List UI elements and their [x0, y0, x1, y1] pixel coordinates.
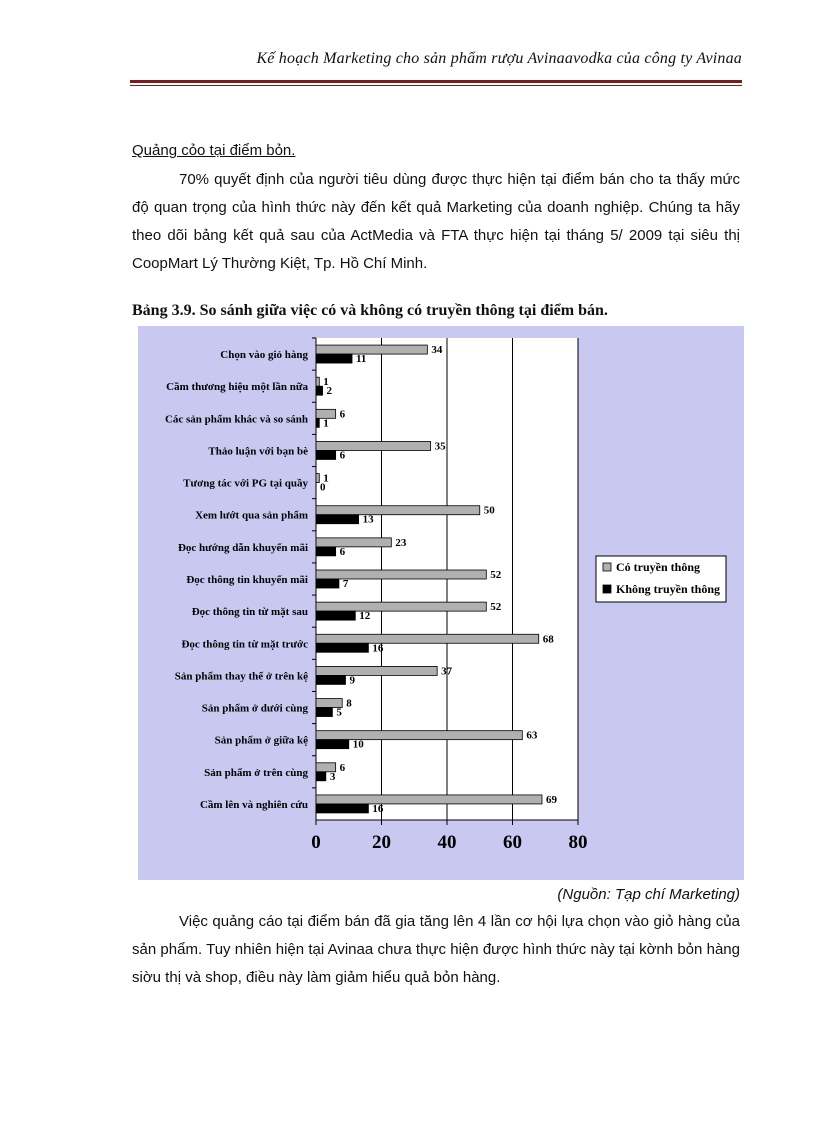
- data-label: 52: [490, 569, 502, 581]
- bar-with-media: [316, 506, 480, 515]
- data-label: 3: [329, 770, 336, 783]
- data-label: 9: [349, 674, 355, 687]
- data-label: 1: [323, 376, 329, 389]
- category-label: Đọc thông tin từ mặt sau: [191, 606, 308, 619]
- table-caption: Bảng 3.9. So sánh giữa việc có và không có truyền thông tại điểm bán.: [132, 302, 608, 319]
- bar-without-media: [316, 418, 319, 427]
- bar-with-media: [316, 441, 431, 450]
- bar-without-media: [316, 579, 339, 588]
- bar-with-media: [316, 474, 319, 483]
- bar-with-media: [316, 377, 319, 386]
- data-label: 10: [352, 738, 364, 751]
- data-label: 23: [395, 536, 407, 549]
- data-label: 7: [342, 578, 349, 590]
- bar-without-media: [316, 611, 355, 620]
- bar-with-media: [316, 570, 486, 579]
- category-label: Đọc thông tin khuyến mãi: [186, 574, 308, 586]
- bar-without-media: [316, 772, 326, 781]
- bar-with-media: [316, 666, 437, 675]
- data-label: 8: [346, 697, 352, 710]
- data-label: 16: [372, 642, 384, 655]
- data-label: 12: [359, 610, 371, 623]
- data-label: 34: [431, 344, 443, 357]
- data-label: 6: [339, 408, 346, 421]
- bar-with-media: [316, 538, 391, 547]
- bar-without-media: [316, 547, 336, 556]
- category-label: Đọc thông tin từ mặt trước: [181, 638, 308, 651]
- legend-label-with-media: Có truyền thông: [616, 560, 701, 574]
- data-label: 63: [526, 729, 538, 742]
- category-label: Đọc hướng dẫn khuyến mãi: [177, 541, 308, 554]
- bar-without-media: [316, 708, 332, 717]
- bar-chart: [138, 326, 744, 880]
- category-label: Cầm lên và nghiên cứu: [199, 798, 308, 811]
- category-label: Sản phẩm ở dưới cùng: [201, 702, 308, 715]
- source-note: (Nguồn: Tạp chí Marketing): [557, 886, 740, 903]
- x-tick-label: 80: [568, 832, 588, 853]
- header-title: Kế hoạch Marketing cho sản phẩm rượu Avinaavodka của công ty Avinaa: [256, 50, 742, 67]
- bar-without-media: [316, 386, 323, 395]
- bar-without-media: [316, 450, 336, 459]
- data-label: 0: [320, 481, 326, 494]
- data-label: 5: [336, 706, 342, 719]
- bar-with-media: [316, 634, 539, 643]
- header-rule-thin: [130, 85, 742, 86]
- category-label: Các sản phẩm khác và so sánh: [164, 413, 308, 426]
- data-label: 13: [362, 513, 374, 526]
- data-label: 1: [323, 472, 329, 485]
- data-label: 69: [545, 793, 557, 806]
- chart-container: [138, 326, 744, 885]
- x-tick-label: 60: [503, 832, 522, 853]
- bar-with-media: [316, 795, 542, 804]
- x-tick-label: 0: [311, 832, 321, 853]
- header-rule: [130, 80, 742, 83]
- data-label: 1: [323, 417, 329, 430]
- legend-swatch-with-media: [603, 563, 611, 571]
- category-label: Sản phẩm thay thế ở trên kệ: [174, 670, 308, 683]
- category-label: Tương tác với PG tại quầy: [183, 477, 308, 490]
- data-label: 2: [326, 385, 333, 398]
- paragraph-conclusion: Việc quảng cáo tại điểm bán đã gia tăng lên 4 lần cơ hội lựa chọn vào giỏ hàng của sản phẩm. Tuy nhiên hiện tại Avinaa chưa thực hiện được hình thức này tại kờnh bỏn hàng siờu thị và shop, điều này làm giảm hiểu quả bỏn hàng.: [132, 913, 740, 986]
- data-label: 16: [372, 802, 384, 815]
- data-label: 11: [356, 353, 367, 366]
- data-label: 35: [434, 440, 446, 453]
- legend-label-without-media: Không truyền thông: [616, 582, 721, 596]
- bar-without-media: [316, 515, 359, 524]
- bar-with-media: [316, 345, 427, 354]
- data-label: 50: [483, 504, 495, 517]
- bar-without-media: [316, 675, 345, 684]
- data-label: 6: [339, 761, 346, 774]
- bar-without-media: [316, 354, 352, 363]
- data-label: 6: [339, 545, 346, 558]
- chart-legend: [596, 556, 726, 602]
- x-tick-label: 20: [372, 832, 391, 853]
- bar-with-media: [316, 602, 486, 611]
- category-label: Chọn vào giỏ hàng: [220, 349, 308, 362]
- paragraph-intro: 70% quyết định của người tiêu dùng được thực hiện tại điểm bán cho ta thấy mức độ quan trọng của hình thức này đến kết quả Marketing của doanh nghiệp. Chúng ta hãy theo dõi bảng kết quả sau của ActMedia và FTA thực hiện tại tháng 5/ 2009 tại siêu thị CoopMart Lý Thường Kiệt, Tp. Hồ Chí Minh.: [132, 171, 740, 272]
- legend-swatch-without-media: [603, 585, 611, 593]
- data-label: 37: [441, 665, 453, 678]
- bar-without-media: [316, 804, 368, 813]
- category-label: Sản phẩm ở giữa kệ: [214, 734, 308, 747]
- data-label: 68: [542, 633, 554, 646]
- category-label: Xem lướt qua sản phẩm: [195, 509, 308, 522]
- data-label: 6: [339, 449, 346, 462]
- section-title: Quảng cỏo tại điểm bỏn.: [132, 142, 296, 159]
- bar-with-media: [316, 731, 522, 740]
- category-label: Thảo luận với bạn bè: [208, 445, 308, 458]
- category-label: Sản phẩm ở trên cùng: [204, 766, 308, 779]
- bar-without-media: [316, 740, 349, 749]
- data-label: 52: [490, 601, 502, 614]
- category-label: Cầm thương hiệu một lần nữa: [166, 381, 308, 394]
- bar-without-media: [316, 643, 368, 652]
- x-tick-label: 40: [437, 832, 457, 853]
